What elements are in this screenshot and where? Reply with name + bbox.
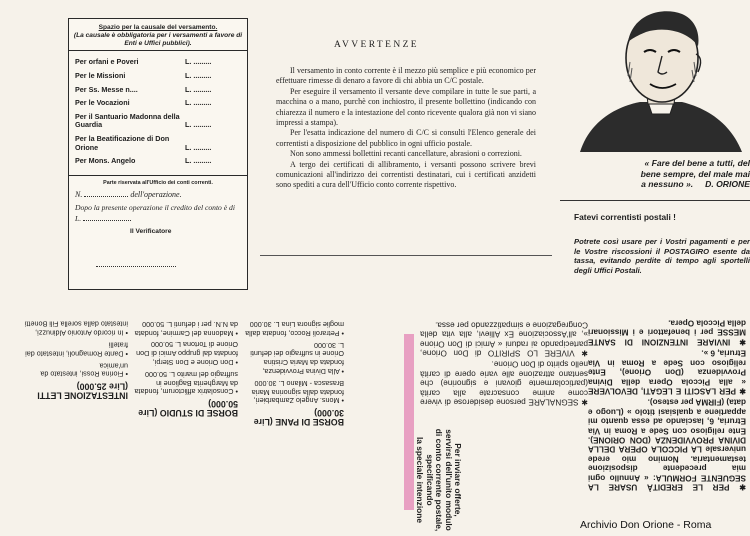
spirit-instructions [420,318,588,407]
instruction-paragraph: ✱ INVIARE INTENZIONI DI SANTE MESSE per i benefattori e i Missionari della Piccola Opera. [588,318,746,347]
purpose-label: Per la Beatificazione di Don Orione [75,133,170,152]
avvertenze-title: AVVERTENZE [334,40,419,50]
intestazione-letti-section [16,316,128,401]
credit-amount-blank [83,214,131,221]
archive-watermark: Archivio Don Orione - Roma [580,519,712,531]
coupon-header [69,19,247,51]
reserved-office-title: Parte riservata all'Ufficio dei conti correnti. [103,179,213,186]
purpose-label: Per le Vocazioni [75,98,130,108]
don-orione-portrait [570,2,750,154]
quote-line: bene sempre, del male mai [640,168,750,179]
avvertenze-paragraph: Per eseguire il versamento il versante deve compilare in tutte le sue parti, a macchina o a mano, purchè con inchiostro, il presente bollettino (indicando con chiarezza il numero e la intestazione del conto ricevente qualora già non vi siano impressi a stampa). [276,86,536,128]
borse-pane-title: BORSE DI PANE (Lire 30.000) [253,407,344,427]
letti-item: • Fiorina Rossi, intestato da un'amica [40,360,128,379]
instruction-paragraph: ✱ PER LASCITI E LEGATI, DEVOLVERE « alla Piccola Opera della Divina Provvidenza (Don Orione), Ente religioso con Sede a Roma in Via Etruria, 6 ». [588,348,746,396]
offerte-line: di conto corrente postale, [434,428,445,532]
borse-pane-item: • Petraroli Rocco, fondata dalla moglie signora Lina L. 30.000 [245,319,344,338]
purpose-amount: L. ......... [185,71,212,80]
letti-item: • Dante Romagnoli, intestato dai fratelli [25,340,128,359]
inheritance-instructions [588,316,746,491]
purpose-amount: L. ......... [185,157,212,166]
borse-pane-item: • Alla Divina Provvidenza, fondata da Maria Cristina Orione in suffragio dei defunti L. 30.000 [250,340,344,376]
operation-prefix: N. [75,189,83,199]
avvertenze-paragraph: A tergo dei certificati di allibramento, i versanti possono scrivere brevi comunicazioni all'indirizzo dei correntisti destinatari, cui i certificati anzidetti sono spediti a cura dell'Ufficio conto corrente rispettivo. [276,159,536,190]
borse-di-studio-section [132,316,238,419]
operation-suffix: dell'operazione. [130,189,182,199]
borse-studio-item: • Madonna del Carmine, fondata da N.N. per i defunti L. 50.000 [134,319,238,338]
borse-studio-title: BORSE DI STUDIO (Lire 50.000) [138,399,238,418]
letti-title: INTESTAZIONE LETTI (Lire 25.000) [37,381,128,401]
purpose-label: Per Ss. Messe n.... [75,84,138,94]
borse-pane-item: • Mons. Angelo Zambarbieri, fondata dalla signorina Maria Brasasca - Milano L. 30.000 [251,378,344,406]
instruction-paragraph: ✱ VIVERE LO SPIRITO di Don Orione, partecipando ai raduni « Amici di Don Orione », all'Associazione Ex Allievi, alla vita della Congregazione e simpatizzando per essa. [420,320,588,358]
borse-studio-item: • Don Orione e Don Sterpi, fondata dal gruppo Amici di Don Orione di Tortona L. 50.000 [136,340,238,367]
purpose-item-messe [75,86,241,95]
offerte-line: servirsi dell'unito modulo [443,429,454,531]
coupon-header-line2: (La causale è obbligatoria per i versamenti a favore di Enti e Uffici pubblici). [73,31,243,47]
don-orione-quote [566,158,750,190]
avvertenze-paragraph: Il versamento in conto corrente è il mezzo più semplice e più economico per effettuare rimesse di denaro a favore di chi abbia un C/C postale. [276,66,536,86]
coupon-header-line1: Spazio per la causale del versamento. [98,24,218,31]
purpose-label: Per il Santuario Madonna della Guardia [75,111,180,130]
quote-line [566,179,750,190]
credit-balance-line [69,202,247,224]
letti-item: • In ricordo Antonio Aldinuzzi, intestato dalla sorella Fili Bonetti [24,319,128,338]
purpose-label: Per le Missioni [75,70,126,80]
purpose-item-vocazioni [75,99,241,108]
offerte-line: la speciale intenzione [415,436,426,524]
offerte-line: specificando [424,454,435,506]
quote-line-end: a nessuno ». [641,179,694,190]
verifier-signature-line [96,266,176,267]
purpose-item-missioni [75,72,241,81]
payment-reason-coupon [68,18,248,290]
operation-number-blank [84,190,128,197]
donation-purpose-list [69,51,247,175]
offerte-line: Per inviare offerte, [453,443,463,517]
borse-studio-item: • Consolatrix afflictorum, fondata da Margherita Baglione in suffragio del marito L. 50.000 [134,369,238,397]
purpose-item-orfani [75,58,241,67]
verifier-label: Il Verificatore [130,228,172,235]
purpose-label: Per Mons. Angelo [75,156,136,166]
purpose-amount: L. ......... [185,99,212,108]
credit-text: Dopo la presente operazione il credito del conto è di L. [75,202,235,223]
offerte-notice [358,352,463,532]
purpose-item-mons-angelo [75,157,241,166]
quote-divider [560,200,750,201]
instruction-paragraph: ✱ PER LE EREDITÀ USARE LA SEGUENTE FORMULA: « Annullo ogni mia precedente disposizione testamentaria. Nomino mio erede universale LA PICCOLA OPERA DELLA DIVINA PROVVIDENZA (DON ORIONE). Ente religioso con Sede a Roma in Via Etruria, 6, lasciando ad essa quanto mi appartiene a qualsiasi titolo » (Luogo e data) (FIRMA per esteso). [588,397,746,492]
correntisti-body: Potrete così usare per i Vostri pagamenti e per le Vostre riscossioni il POSTAGIRO esente da tassa, evitando perdite di tempo agli sportelli degli Uffici Postali. [574,237,750,275]
operation-number-line [69,188,247,202]
purpose-amount: L. ......... [185,143,212,152]
quote-author: D. ORIONE [705,179,750,190]
instruction-paragraph: ✱ SEGNALARE persone desiderose di vivere come anime consacrate alla carità (particolarmente giovani e signorine) che sentano attrazione alle varie opere di carità nello spirito di Don Orione. [420,360,588,407]
avvertenze-paragraph: Non sono ammessi bollettini recanti cancellature, abrasioni o correzioni. [290,149,522,159]
purpose-amount: L. ......... [185,121,212,130]
correntisti-title: Fatevi correntisti postali ! [574,212,676,222]
purpose-item-santuario [75,113,241,130]
avvertenze-paragraph: Per l'esatta indicazione del numero di C/C si consulti l'Elenco generale dei correntisti a disposizione del pubblico in ogni ufficio postale. [276,128,536,148]
offerte-notice-text [414,400,462,536]
purpose-item-beatificazione [75,135,241,152]
purpose-amount: L. ......... [185,85,212,94]
quote-line: « Fare del bene a tutti, del [644,158,750,168]
borse-di-pane-section [244,316,344,428]
avvertenze-body [276,66,536,191]
purpose-amount: L. ......... [185,58,212,67]
purpose-label: Per orfani e Poveri [75,57,139,67]
avvertenze-divider [260,255,552,256]
